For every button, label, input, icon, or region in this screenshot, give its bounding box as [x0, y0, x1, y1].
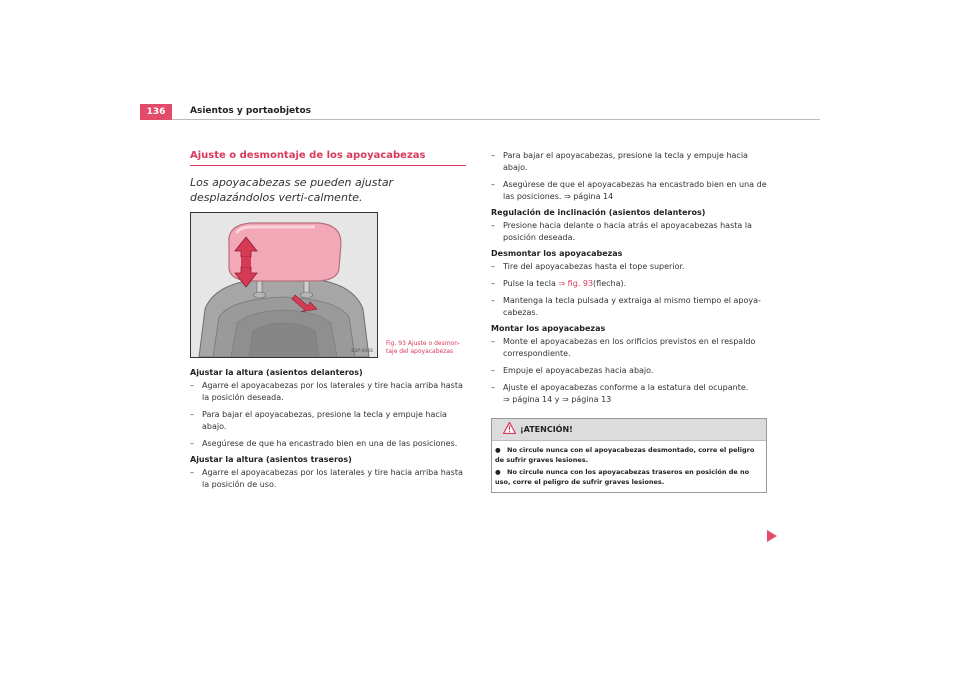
list-item: – Agarre el apoyacabezas por los laterales y tire hacia arriba hasta la posición deseada.	[190, 381, 463, 402]
warning-header	[492, 419, 766, 441]
header-rule	[172, 119, 820, 120]
list-item: – Para bajar el apoyacabezas, presione la tecla y empuje hacia abajo.	[491, 151, 748, 172]
list-item: – Para bajar el apoyacabezas, presione la tecla y empuje hacia abajo.	[190, 410, 447, 431]
right-column	[491, 150, 771, 493]
list-item: – Asegúrese de que el apoyacabezas ha encastrado bien en una de las posiciones. ⇒ página 14	[491, 180, 767, 201]
warning-title: ¡ATENCIÓN!	[520, 425, 573, 434]
section-intro: Los apoyacabezas se pueden ajustar desplazándolos verti-calmente.	[190, 176, 394, 204]
page-reference: ⇒ página 14 y ⇒ página 13	[503, 395, 612, 404]
list-item: – Empuje el apoyacabezas hacia abajo.	[491, 366, 654, 375]
subhead-front-height: Ajustar la altura (asientos delanteros)	[190, 368, 363, 377]
warning-item: ● No circule nunca con los apoyacabezas traseros en posición de no uso, corre el peligro de sufrir graves lesiones.	[495, 468, 750, 486]
page-number: 136	[140, 104, 172, 120]
list-item: – Monte el apoyacabezas en los orificios previstos en el respaldo correspondiente.	[491, 337, 756, 358]
section-title: Ajuste o desmontaje de los apoyacabezas	[190, 150, 466, 166]
subhead-inclination: Regulación de inclinación (asientos delanteros)	[491, 208, 706, 217]
warning-triangle-icon	[503, 422, 516, 434]
figure-link[interactable]: ⇒ fig. 93	[558, 279, 594, 288]
list-item: – Mantenga la tecla pulsada y extraiga al mismo tiempo el apoya-cabezas.	[491, 296, 761, 317]
subhead-mount: Montar los apoyacabezas	[491, 324, 606, 333]
page-reference: ⇒ página 14	[563, 192, 614, 201]
warning-box	[491, 418, 767, 493]
headrest-drawing	[191, 213, 377, 357]
warning-item: ● No circule nunca con el apoyacabezas desmontado, corre el peligro de sufrir graves lesiones.	[495, 446, 755, 464]
list-item: – Asegúrese de que ha encastrado bien en una de las posiciones.	[190, 439, 458, 448]
figure-caption: Fig. 93 Ajuste o desmon-taje del apoyacabezas	[386, 340, 461, 355]
figure-code: B5P-0066	[351, 349, 373, 354]
warning-body	[492, 441, 766, 492]
list-item: – Agarre el apoyacabezas por los laterales y tire hacia arriba hasta la posición de uso.	[190, 468, 463, 489]
running-header: Asientos y portaobjetos	[190, 106, 311, 116]
subhead-remove: Desmontar los apoyacabezas	[491, 249, 623, 258]
next-page-arrow-icon	[767, 530, 777, 542]
left-column	[190, 150, 470, 496]
headrest-illustration	[190, 212, 378, 358]
list-item: – Tire del apoyacabezas hasta el tope superior.	[491, 262, 685, 271]
list-item: – Pulse la tecla ⇒ fig. 93(flecha).	[491, 279, 627, 288]
list-item: – Presione hacia delante o hacia atrás el apoyacabezas hasta la posición deseada.	[491, 221, 752, 242]
figure-row	[190, 212, 470, 364]
subhead-rear-height: Ajustar la altura (asientos traseros)	[190, 455, 352, 464]
list-item: – Ajuste el apoyacabezas conforme a la estatura del ocupante. ⇒ página 14 y ⇒ página 13	[491, 383, 749, 404]
